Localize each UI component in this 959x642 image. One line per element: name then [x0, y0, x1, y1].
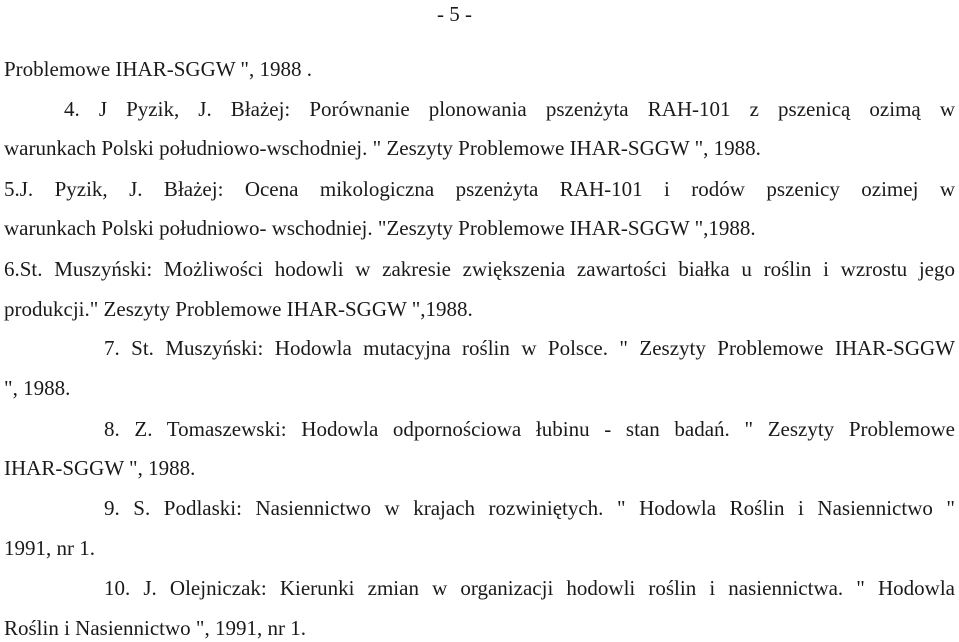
- text-line: 4. J Pyzik, J. Błażej: Porównanie plonowania pszenżyta RAH-101 z pszenicą ozimą w: [64, 97, 955, 121]
- text-line: warunkach Polski południowo- wschodniej. "Zeszyty Problemowe IHAR-SGGW ",1988.: [4, 216, 756, 240]
- text-line: warunkach Polski południowo-wschodniej. " Zeszyty Problemowe IHAR-SGGW ", 1988.: [4, 136, 761, 160]
- text-line: IHAR-SGGW ", 1988.: [4, 456, 196, 480]
- text-line: 6.St. Muszyński: Możliwości hodowli w zakresie zwiększenia zawartości białka u roślin i wzrostu jego: [4, 257, 955, 281]
- text-line: 1991, nr 1.: [4, 536, 95, 560]
- text-line: 8. Z. Tomaszewski: Hodowla odpornościowa łubinu - stan badań. " Zeszyty Problemowe: [104, 417, 955, 441]
- text-line: Roślin i Nasiennictwo ", 1991, nr 1.: [4, 616, 306, 640]
- page-number: - 5 -: [437, 2, 472, 26]
- text-line: 9. S. Podlaski: Nasiennictwo w krajach rozwiniętych. " Hodowla Roślin i Nasiennictwo ": [104, 496, 955, 520]
- text-line: ", 1988.: [4, 376, 71, 400]
- text-line: produkcji." Zeszyty Problemowe IHAR-SGGW ",1988.: [4, 297, 473, 321]
- text-line: 5.J. Pyzik, J. Błażej: Ocena mikologiczna pszenżyta RAH-101 i rodów pszenicy ozimej w: [4, 177, 955, 201]
- text-line: 10. J. Olejniczak: Kierunki zmian w organizacji hodowli roślin i nasiennictwa. " Hodowla: [104, 576, 955, 600]
- text-line: 7. St. Muszyński: Hodowla mutacyjna roślin w Polsce. " Zeszyty Problemowe IHAR-SGGW: [104, 336, 955, 360]
- text-line: Problemowe IHAR-SGGW ", 1988 .: [4, 57, 312, 81]
